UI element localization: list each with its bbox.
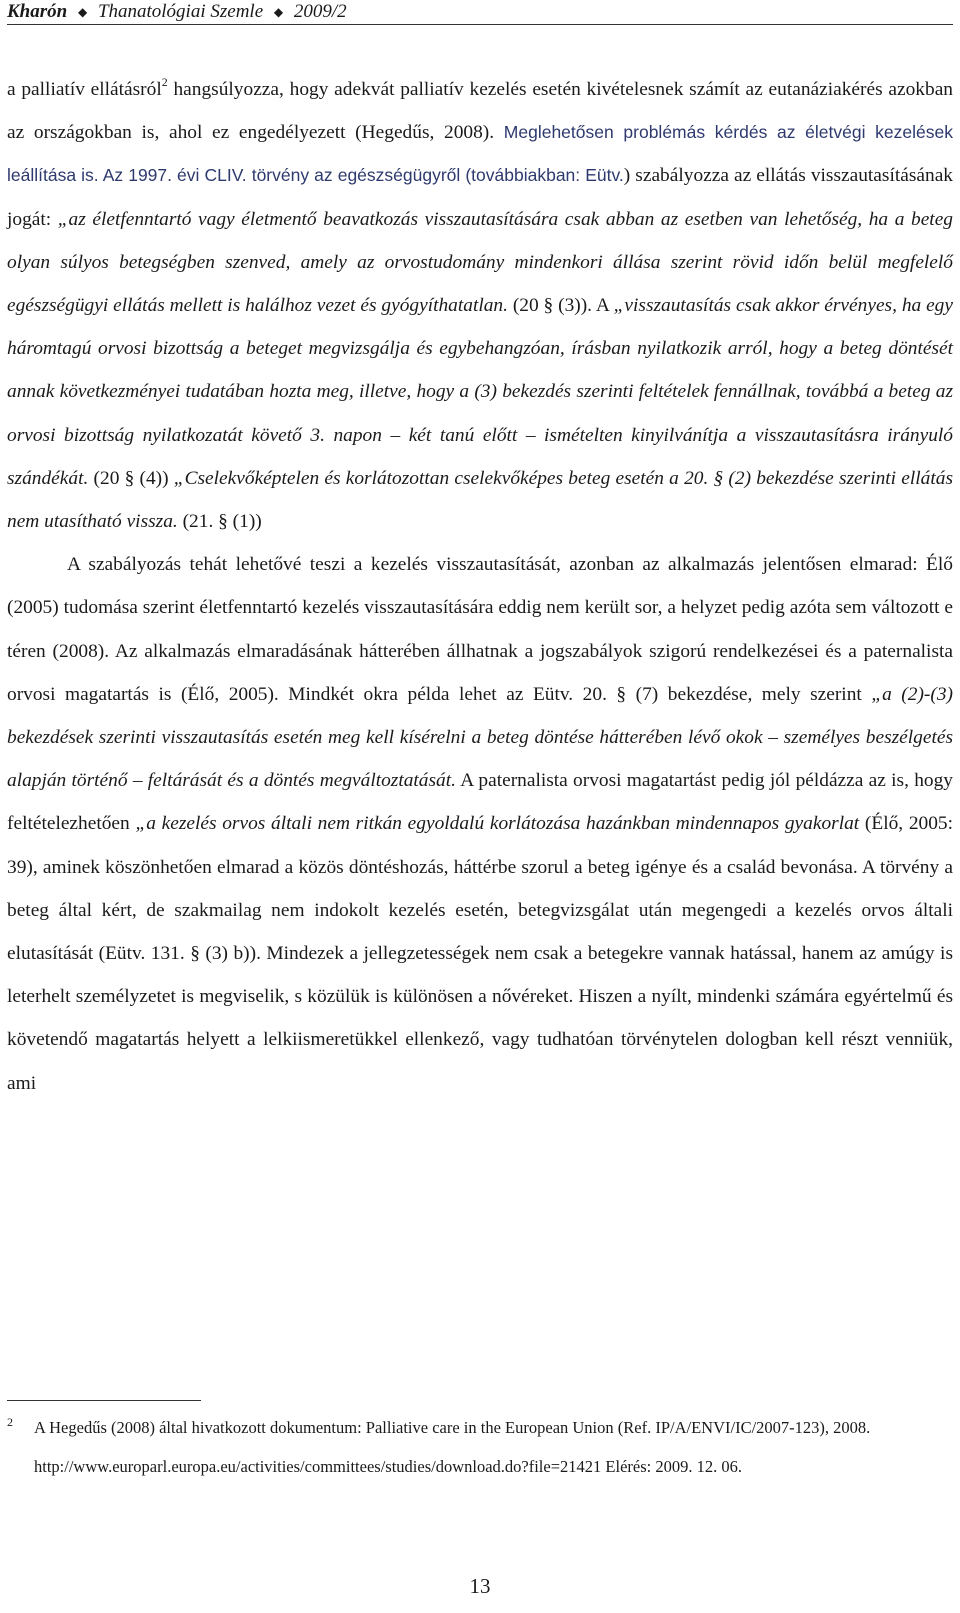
- text-run: hangsúlyozza, hogy adekvát palliatív kezelés esetén kivételesnek számít az eutanáziakérés azokban az országokban is, ahol ez engedélyezett (Hegedűs, 2008).: [7, 79, 953, 144]
- text-run: A paternalista orvosi magatartást pedig jól példázza az is, hogy feltételezhetően: [7, 770, 953, 835]
- text-run: (Élő, 2005: 39), aminek köszönhetően elmarad a közös döntéshozás, háttérbe szorul a beteg igénye és a család bevonása. A törvény a beteg által kért, de szakmailag nem indokolt kezelés esetén, betegvizsgálat után megengedi a kezelés orvos általi elutasítását (Eütv. 131. § (3) b)). Mindezek a jellegzetességek nem csak a betegekre vannak hatással, hanem az amúgy is leterhelt személyzetet is megviselik, s közülük is különösen a nővéreket. Hiszen a nyílt, mindenki számára egyértelmű és követendő magatartás helyett a lelkiismeretükkel ellenkező, vagy tudhatóan törvénytelen dologban kell részt venniük, ami: [7, 813, 953, 1094]
- paragraph-1: [7, 68, 953, 543]
- text-run: (21. § (1)): [177, 511, 262, 533]
- footnote-url-link[interactable]: http://www.europarl.europa.eu/activities/committees/studies/download.do?file=21421: [34, 1457, 602, 1476]
- page-number: 13: [469, 1574, 491, 1598]
- text-run: ) szabályozza az ellátás visszautasításának jogát:: [7, 165, 953, 230]
- article-body: [7, 68, 953, 1105]
- text-run: (20 § (3)). A: [507, 295, 614, 317]
- journal-issue: 2009/2: [293, 1, 347, 22]
- diamond-separator-icon: ◆: [77, 5, 88, 19]
- footnote-access-date: Elérés: 2009. 12. 06.: [601, 1457, 742, 1476]
- footnote-divider: [7, 1400, 201, 1401]
- footnote: [7, 1413, 953, 1481]
- journal-name: Kharón: [7, 1, 68, 22]
- footnote-source-line: [7, 1452, 953, 1481]
- law-quote: „a (2)-(3) bekezdések szerinti visszautasítás esetén meg kell kísérelni a beteg döntése hátterében lévő okok – személyes beszélgetés alapján történő – feltárását és a döntés megváltoztatását.: [7, 683, 953, 792]
- text-run: Meglehetősen problémás kérdés az életvégi kezelések leállítása is. Az 1997. évi CLIV. törvény az egészségügyről (továbbiakban: Eütv.: [7, 122, 953, 186]
- footnote-reference[interactable]: 2: [161, 75, 168, 89]
- law-quote: „az életfenntartó vagy életmentő beavatkozás visszautasítására csak abban az esetben van lehetőség, ha a beteg olyan súlyos betegségben szenved, amely az orvostudomány mindenkori állása szerint rövid időn belül megfelelő egészségügyi ellátás mellett is halálhoz vezet és gyógyíthatatlan.: [7, 208, 953, 317]
- paragraph-2: [7, 543, 953, 1105]
- running-header: [7, 0, 953, 25]
- footnote-text: A Hegedűs (2008) által hivatkozott dokumentum: Palliative care in the European Union (Ref. IP/A/ENVI/IC/2007-123), 2008.: [34, 1418, 871, 1437]
- text-run: a palliatív ellátásról: [7, 79, 162, 100]
- journal-subtitle: Thanatológiai Szemle: [97, 1, 264, 22]
- law-quote: „visszautasítás csak akkor érvényes, ha egy háromtagú orvosi bizottság a beteget megvizsgálja és egybehangzóan, írásban nyilatkozik arról, hogy a beteg döntését annak következményei tudatában hozta meg, illetve, hogy a (3) bekezdés szerinti feltételek fennállnak, továbbá a beteg az orvosi bizottság nyilatkozatát követő 3. napon – két tanú előtt – ismételten kinyilvánítja a visszautasításra irányuló szándékát.: [7, 295, 953, 489]
- text-run: A szabályozás tehát lehetővé teszi a kezelés visszautasítását, azonban az alkalmazás jelentősen elmarad: Élő (2005) tudomása szerint életfenntartó kezelés visszautasítására eddig nem került sor, a helyzet pedig azóta sem változott e téren (2008). Az alkalmazás elmaradásának hátterében állhatnak a jogszabályok szigorú rendelkezései és a paternalista orvosi magatartás is (Élő, 2005). Mindkét okra példa lehet az Eütv. 20. § (7) bekezdése, mely szerint: [7, 554, 953, 705]
- law-quote: „Cselekvőképtelen és korlátozottan cselekvőképes beteg esetén a 20. § (2) bekezdése szerinti ellátás nem utasítható vissza.: [7, 467, 953, 533]
- diamond-separator-icon: ◆: [273, 5, 284, 19]
- footnote-number: 2: [7, 1415, 13, 1429]
- quote: „a kezelés orvos általi nem ritkán egyoldalú korlátozása hazánkban mindennapos gyakorlat: [135, 813, 860, 835]
- text-run: (20 § (4)): [88, 467, 174, 489]
